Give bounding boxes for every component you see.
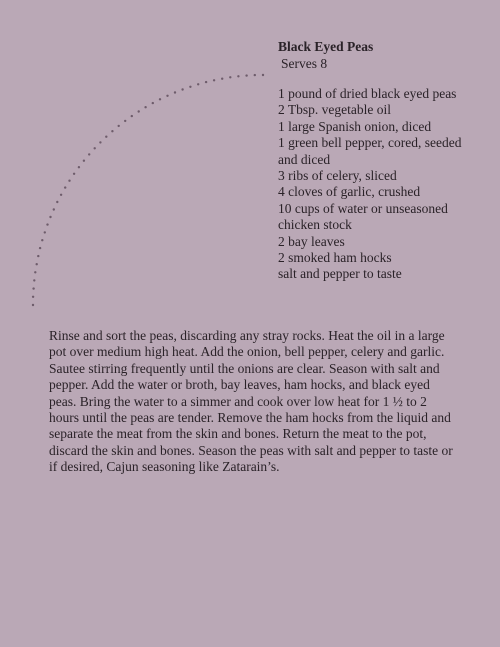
ingredient-item: 1 large Spanish onion, diced [278,118,432,134]
arc-dot [118,125,120,127]
arc-dot [60,194,62,196]
arc-dot [189,86,191,88]
arc-dot [94,147,96,149]
arc-dot [213,79,215,81]
arc-dot [124,120,126,122]
arc-dot [205,81,207,83]
recipe-title: Black Eyed Peas [278,39,374,54]
arc-dot [53,208,55,210]
arc-dot [254,74,256,76]
arc-dot [174,91,176,93]
arc-dot [34,271,36,273]
arc-dot [78,166,80,168]
arc-dot [105,136,107,138]
arc-dot [111,130,113,132]
ingredient-item: 4 cloves of garlic, crushed [278,184,421,200]
ingredient-item: 2 smoked ham hocks [278,250,392,266]
ingredient-item: 1 green bell pepper, cored, seeded and diced [278,135,462,167]
ingredient-item: 2 Tbsp. vegetable oil [278,102,391,118]
arc-dot [159,98,161,100]
arc-dot [166,95,168,97]
arc-dot [181,88,183,90]
arc-dot [64,186,66,188]
arc-dot [32,304,34,306]
arc-dot [49,216,51,218]
arc-dot [237,75,239,77]
arc-dot [41,239,43,241]
ingredient-item: 1 pound of dried black eyed peas [278,86,457,101]
arc-dot [32,287,34,289]
arc-dot [46,223,48,225]
arc-dot [56,201,58,203]
arc-dot [73,173,75,175]
ingredient-list [278,86,478,283]
arc-dot [99,141,101,143]
arc-dot [197,83,199,85]
arc-dot [68,180,70,182]
recipe-directions: Rinse and sort the peas, discarding any stray rocks. Heat the oil in a large pot over medium high heat. Add the onion, bell pepper, celery and garlic. Sautee stirring frequently until the onions are clear. Season with salt and pepper. Add the water or broth, bay leaves, ham hocks, and black eyed peas. Bring the water to a simmer and cook over low heat for 1 ½ to 2 hours until the peas are tender. Remove the ham hocks from the liquid and separate the meat from the skin and bones. Return the meat to the pot, discard the skin and bones. Season the peas with salt and pepper to taste or if desired, Cajun seasoning like Zatarain’s. [49,328,453,475]
recipe-header [278,38,478,72]
arc-dot [152,102,154,104]
arc-dot [245,74,247,76]
arc-dot [32,296,34,298]
arc-dot [138,110,140,112]
ingredient-item: 10 cups of water or unseasoned chicken stock [278,200,448,233]
arc-dot [36,263,38,265]
arc-dot [144,106,146,108]
arc-dot [262,74,264,76]
ingredient-item: 3 ribs of celery, sliced [278,168,397,184]
ingredient-item: salt and pepper to taste [278,266,402,282]
arc-dot [39,247,41,249]
arc-dot [37,255,39,257]
arc-dot [83,160,85,162]
arc-dot [229,76,231,78]
arc-dot [88,153,90,155]
ingredient-item: 2 bay leaves [278,233,345,249]
recipe-servings: Serves 8 [281,56,328,71]
arc-dot [221,78,223,80]
arc-dot [44,231,46,233]
arc-dot [33,279,35,281]
arc-dot [131,115,133,117]
